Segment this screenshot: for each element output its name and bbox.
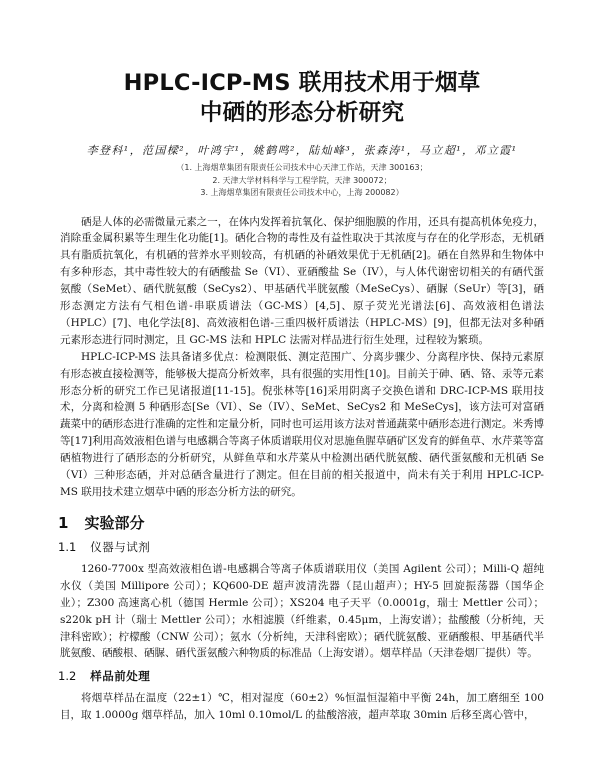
author-list: 李登科¹，范国樑²，叶鸿宇¹，姚鹤鸣²，陆灿峰³，张森涛¹，马立超¹，邓立霞¹ (86, 144, 518, 157)
section-heading-experimental (58, 512, 544, 533)
affiliations (60, 162, 544, 200)
intro-paragraph-2: HPLC-ICP-MS 法具备诸多优点：检测限低、测定范围广、分离步骤少、分离程序快、保持元素原有形态被直接检测等，能够极大提高分析效率，具有很强的实用性[10]。目前关于砷、硒、铬、汞等元素形态分析的研究工作已见诸报道[11-15]。倪张林等[16]采用阴离子交换色谱和 DRC-ICP-MS 联用技术，分离和检测 5 种硒形态[Se（VI）、Se（IV）、SeMet、SeCys2 和 MeSeCys]，该方法可对富硒蔬菜中的硒形态进行准确的定性和定量分析，同时也可运用该方法对普通蔬菜中硒形态进行测定。米秀博等[17]利用高效液相色谱与电感耦合等离子体质谱联用仪对思施鱼腥草硒矿区发育的鲜鱼草、水芹菜等富硒植物进行了硒形态的分析研究，从鲜鱼草和水芹菜从中检测出硒代胱氨酸、硒代蛋氨酸和无机硒 Se（VI）三种形态硒，并对总硒含量进行了测定。但在目前的相关报道中，尚未有关于利用 HPLC-ICP-MS 联用技术建立烟草中硒的形态分析方法的研究。 (60, 350, 544, 498)
paper-title-line-1: HPLC-ICP-MS 联用技术用于烟草 (123, 70, 481, 96)
subsection-title: 仪器与试剂 (90, 539, 151, 554)
subsection-number: 1.2 (58, 669, 77, 684)
subsection-heading-instruments (58, 539, 544, 555)
affiliation-1: （1. 上海烟草集团有限责任公司技术中心天津工作站，天津 300163； (176, 163, 428, 172)
affiliation-3: 3. 上海烟草集团有限责任公司技术中心，上海 200082） (200, 188, 404, 197)
subsection-title: 样品前处理 (90, 669, 151, 684)
section-title: 实验部分 (84, 513, 145, 532)
instruments-paragraph: 1260-7700x 型高效液相色谱-电感耦合等离子体质谱联用仪（美国 Agilent 公司）；Milli-Q 超纯水仪（美国 Millipore 公司）；KQ600-DE 超声波清洗器（昆山超声）；HY-5 回旋振荡器（国华企业）；Z300 高速离心机（德国 Hermle 公司）；XS204 电子天平（0.0001g，瑞士 Mettler 公司）；s220k pH 计（瑞士 Mettler 公司）；水相滤膜（纤维素，0.45μm，上海安谱）；盐酸酸（分析纯，天津科密欧）；柠檬酸（CNW 公司）；氨水（分析纯，天津科密欧）；硒代胱氨酸、亚硒酸根、甲基硒代半胱氨酸、硒酸根、硒脲、硒代蛋氨酸六种物质的标准品（上海安谱）。烟草样品（天津卷烟厂提供）等。 (60, 562, 544, 660)
section-number: 1 (58, 513, 69, 532)
intro-paragraph-1: 硒是人体的必需微量元素之一，在体内发挥着抗氧化、保护细胞膜的作用，还具有提高机体免疫力，消除重金属积累等生理生化功能[1]。硒化合物的毒性及有益性取决于其浓度与存在的化学形态，无机硒具有脂质抗氧化，有机硒的营养水平则较高，有机硒的补硒效果优于无机硒[2]。硒在自然界和生物体中有多种形态，其中毒性较大的有硒酸盐 Se（VI）、亚硒酸盐 Se（IV），与人体代谢密切相关的有硒代蛋氨酸（SeMet）、硒代胱氨酸（SeCys2）、甲基硒代半胱氨酸（MeSeCys）、硒脲（SeUr）等[3]，硒形态测定方法有气相色谱-串联质谱法（GC-MS）[4,5]、原子荧光光谱法[6]、高效液相色谱法（HPLC）[7]、电化学法[8]、高效液相色谱-三重四极杆质谱法（HPLC-MS）[9]，但都无法对多种硒元素形态进行同时测定，且 GC-MS 法和 HPLC 法需对样品进行衍生处理，过程较为繁琐。 (60, 215, 544, 346)
subsection-number: 1.1 (58, 539, 77, 554)
subsection-heading-pretreatment (58, 668, 544, 684)
pretreatment-paragraph: 将烟草样品在温度（22±1）℃，相对湿度（60±2）%恒温恒湿箱中平衡 24h，加工磨细至 100 目，取 1.0000g 烟草样品，加入 10ml 0.10mol/L 的盐酸溶液，超声萃取 30min 后移至离心管中， (60, 692, 544, 722)
affiliation-2: 2. 天津大学材料科学与工程学院，天津 300072； (212, 175, 392, 185)
paper-title-line-2: 中硒的形态分析研究 (199, 100, 405, 126)
